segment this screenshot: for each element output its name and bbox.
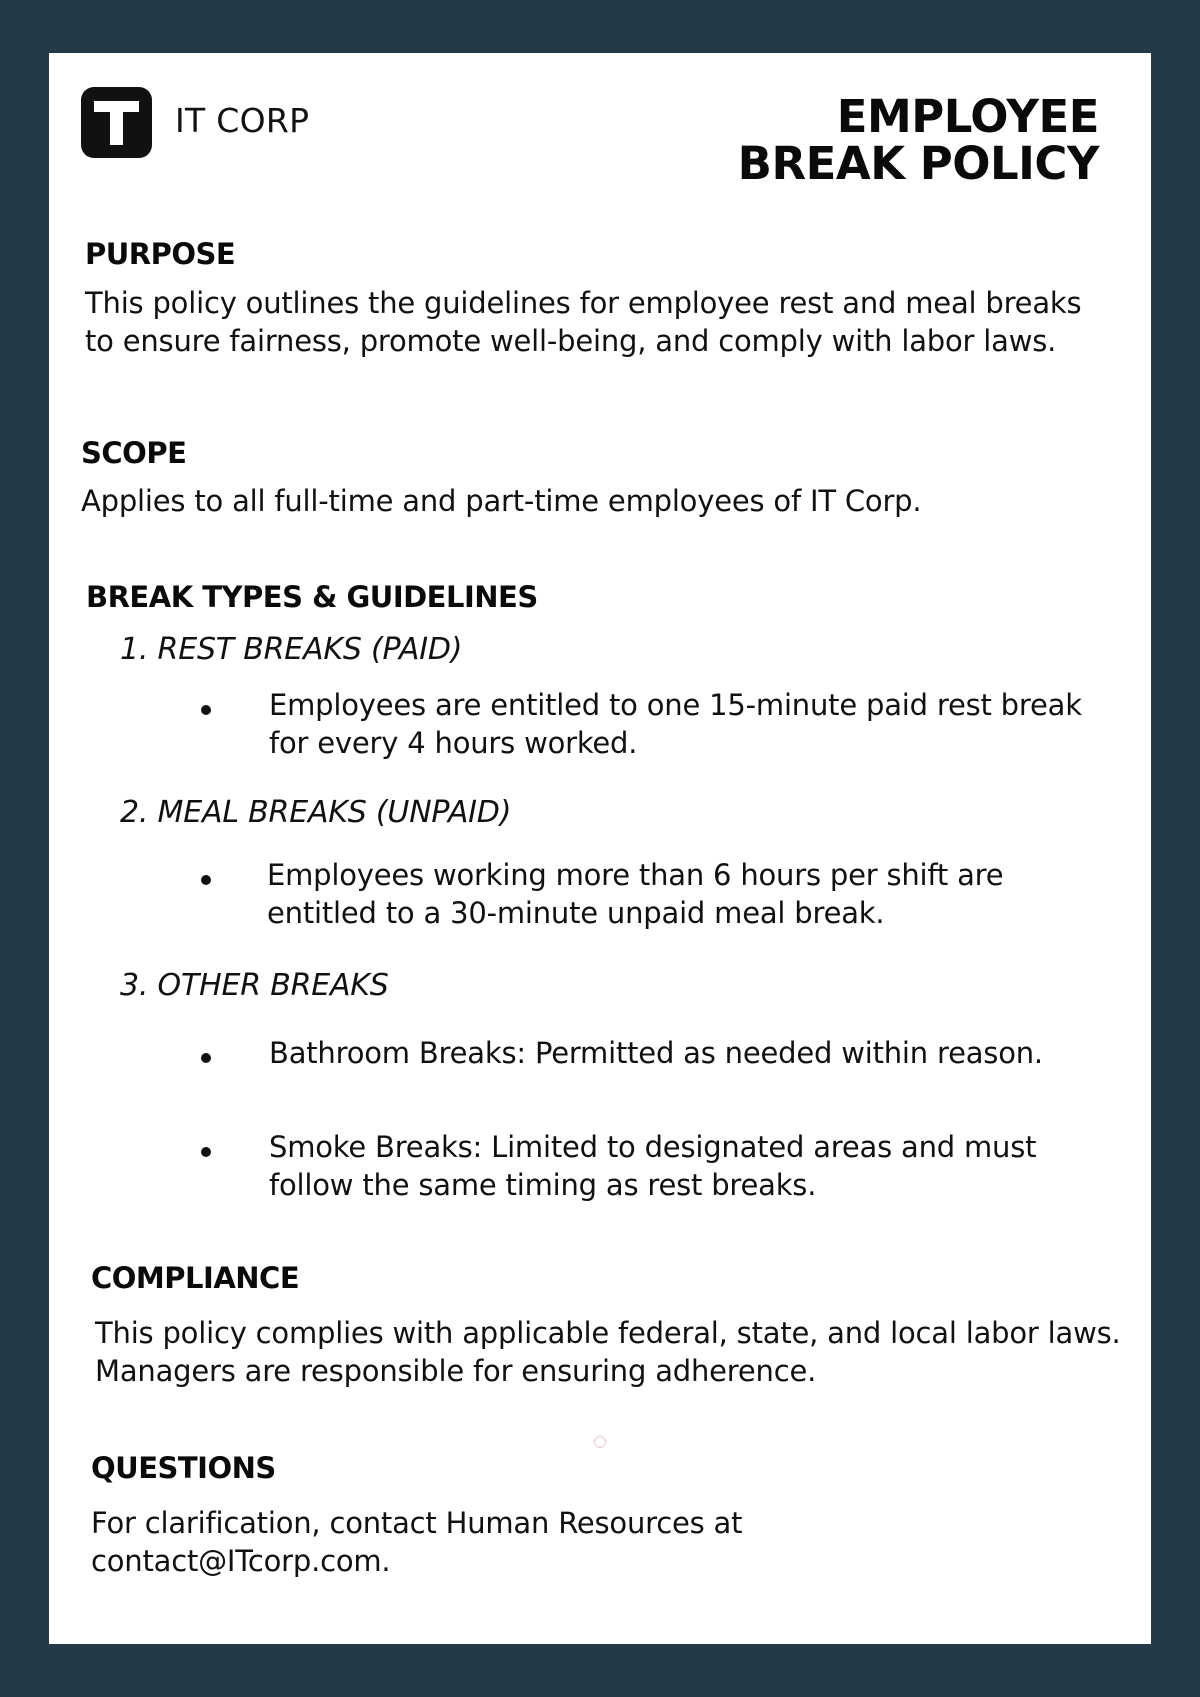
scope-heading: SCOPE [81,436,187,470]
other-breaks-bullet-1: Bathroom Breaks: Permitted as needed within reason. [269,1036,1043,1070]
bullet-icon [201,875,211,885]
page-title-line-2: BREAK POLICY [737,137,1099,190]
page-title [737,90,1099,190]
brand-name: IT CORP [175,101,310,140]
decorative-dot-icon [594,1436,606,1448]
bullet-icon [201,1147,211,1157]
bullet-icon [201,705,211,715]
compliance-heading: COMPLIANCE [91,1261,300,1295]
scope-text: Applies to all full-time and part-time employees of IT Corp. [81,484,922,518]
meal-breaks-bullet-1: Employees working more than 6 hours per shift are entitled to a 30-minute unpaid meal break. [267,858,1004,930]
purpose-heading: PURPOSE [85,237,236,271]
other-breaks-bullet-2: Smoke Breaks: Limited to designated areas and must follow the same timing as rest breaks. [269,1130,1037,1202]
logo-letter-t-icon [81,87,152,158]
page-title-line-1: EMPLOYEE [836,90,1099,143]
policy-page [49,53,1151,1644]
meal-breaks-title: 2. MEAL BREAKS (UNPAID) [120,795,512,830]
rest-breaks-title: 1. REST BREAKS (PAID) [120,632,463,667]
company-logo [81,87,152,158]
bullet-icon [201,1053,211,1063]
questions-heading: QUESTIONS [91,1451,276,1485]
compliance-text: This policy complies with applicable federal, state, and local labor laws. Managers are responsible for ensuring adherence. [95,1316,1121,1388]
other-breaks-title: 3. OTHER BREAKS [120,968,389,1003]
rest-breaks-bullet-1: Employees are entitled to one 15-minute paid rest break for every 4 hours worked. [269,688,1082,760]
purpose-text: This policy outlines the guidelines for employee rest and meal breaks to ensure fairness, promote well-being, and comply with labor laws. [85,286,1082,358]
break-types-heading: BREAK TYPES & GUIDELINES [86,580,538,614]
questions-text: For clarification, contact Human Resources at contact@ITcorp.com. [91,1506,743,1578]
